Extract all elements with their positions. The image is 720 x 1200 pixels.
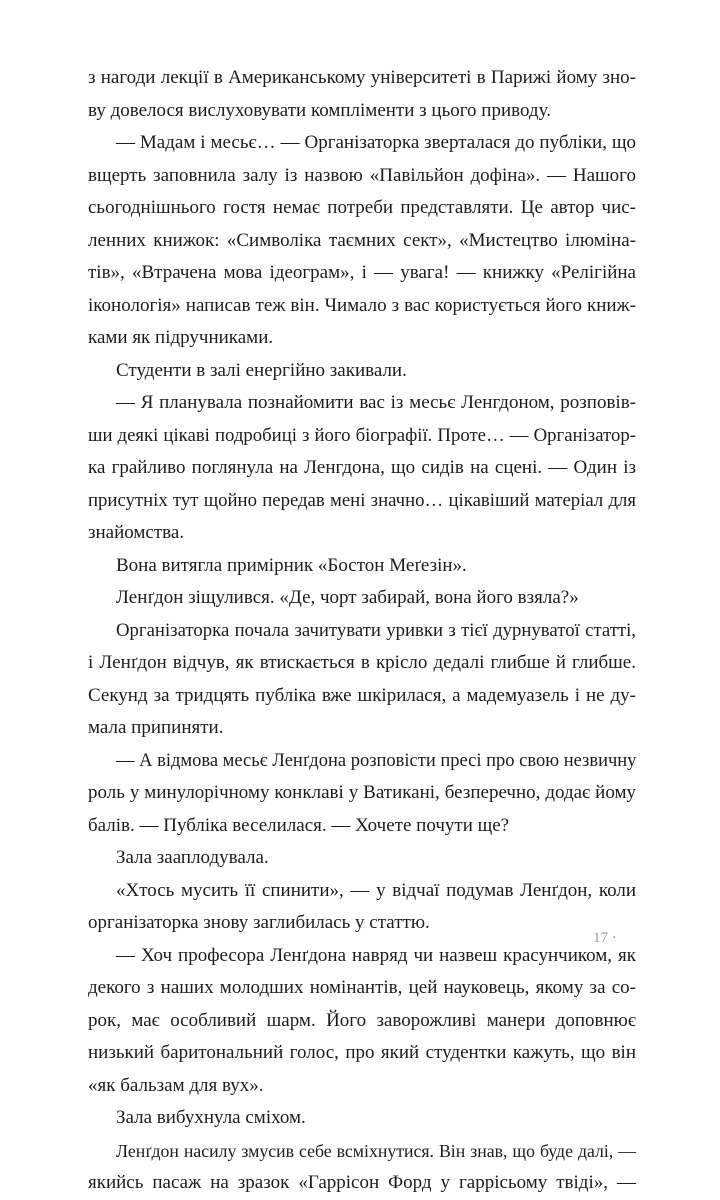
text-line: низький баритональний голос, про який студентки кажуть, що він — [88, 1042, 636, 1063]
text-line: рок, має особливий шарм. Його заворожливі манери доповнює — [88, 1009, 636, 1031]
text-line: і Ленґдон відчув, як втискається в крісло дедалі глибше й глибше. — [88, 652, 636, 673]
text-line: Зала вибухнула сміхом. — [116, 1107, 306, 1128]
text-line: — А відмова месьє Ленґдона розповісти пресі про свою незвичну — [116, 750, 637, 771]
text-line: Зала зааплодувала. — [116, 847, 269, 868]
text-line: Ленґдон насилу змусив себе всміхнутися. Він знав, що буде далі, — — [116, 1140, 636, 1161]
text-line: — Хоч професора Ленґдона навряд чи назвеш красунчиком, як — [116, 944, 636, 966]
text-line: тів», «Втрачена мова ідеограм», і — увага! — книжку «Релігійна — [88, 262, 636, 283]
text-line: організаторка знову заглибилась у статтю. — [88, 912, 430, 933]
page-number: 17 · — [593, 930, 617, 946]
body-text — [88, 62, 636, 1200]
text-line: Вона витягла примірник «Бостон Меґезін». — [116, 554, 467, 576]
text-line: ками як підручниками. — [88, 327, 274, 348]
text-line: ка грайливо поглянула на Ленгдона, що сидів на сцені. — Один із — [88, 457, 636, 478]
text-line: балів. — Публіка веселилася. — Хочете почути ще? — [88, 814, 510, 836]
text-line: вщерть заповнила залу із назвою «Павільйон дофіна». — Нашого — [88, 164, 636, 186]
text-line: «Хтось мусить її спинити», — у відчаї подумав Ленґдон, коли — [116, 879, 636, 901]
text-line: присутніх тут щойно передав мені значно… цікавіший матеріал для — [88, 489, 636, 511]
text-line: Організаторка почала зачитувати уривки з тієї дурнуватої статті, — [116, 619, 636, 641]
text-line: декого з наших молодших номінантів, цей науковець, якому за со- — [88, 977, 636, 998]
text-line: Ленґдон зіщулився. «Де, чорт забирай, вона його взяла?» — [116, 587, 579, 608]
text-line: ши деякі цікаві подробиці з його біографії. Проте… — Організатор- — [88, 424, 636, 446]
text-line: «як бальзам для вух». — [88, 1074, 264, 1096]
text-line: Студенти в залі енергійно закивали. — [116, 359, 407, 381]
text-line: роль у минулорічному конклаві у Ватикані, безперечно, додає йому — [88, 782, 636, 803]
text-line: Секунд за тридцять публіка вже шкірилася, а мадемуазель і не ду- — [88, 684, 636, 706]
text-line: — Я планувала познайомити вас із месьє Ленгдоном, розповів- — [116, 392, 636, 413]
text-line: якийсь пасаж на зразок «Гаррісон Форд у гаррісьому твіді», — — [88, 1172, 636, 1193]
text-line: мала припиняти. — [88, 717, 224, 738]
text-line: знайомства. — [88, 522, 185, 543]
text-line: іконологія» написав теж він. Чимало з вас користується його книж- — [88, 294, 636, 316]
text-line: ленних книжок: «Символіка таємних сект», «Мистецтво ілюміна- — [88, 229, 636, 251]
text-line: з нагоди лекції в Американському університеті в Парижі йому зно- — [88, 67, 636, 88]
text-line: сьогоднішнього гостя немає потреби представляти. Це автор чис- — [88, 197, 636, 218]
text-line: — Мадам і месьє… — Організаторка зверталася до публіки, що — [116, 132, 636, 153]
text-line: ву довелося вислуховувати компліменти з цього приводу. — [88, 99, 551, 121]
